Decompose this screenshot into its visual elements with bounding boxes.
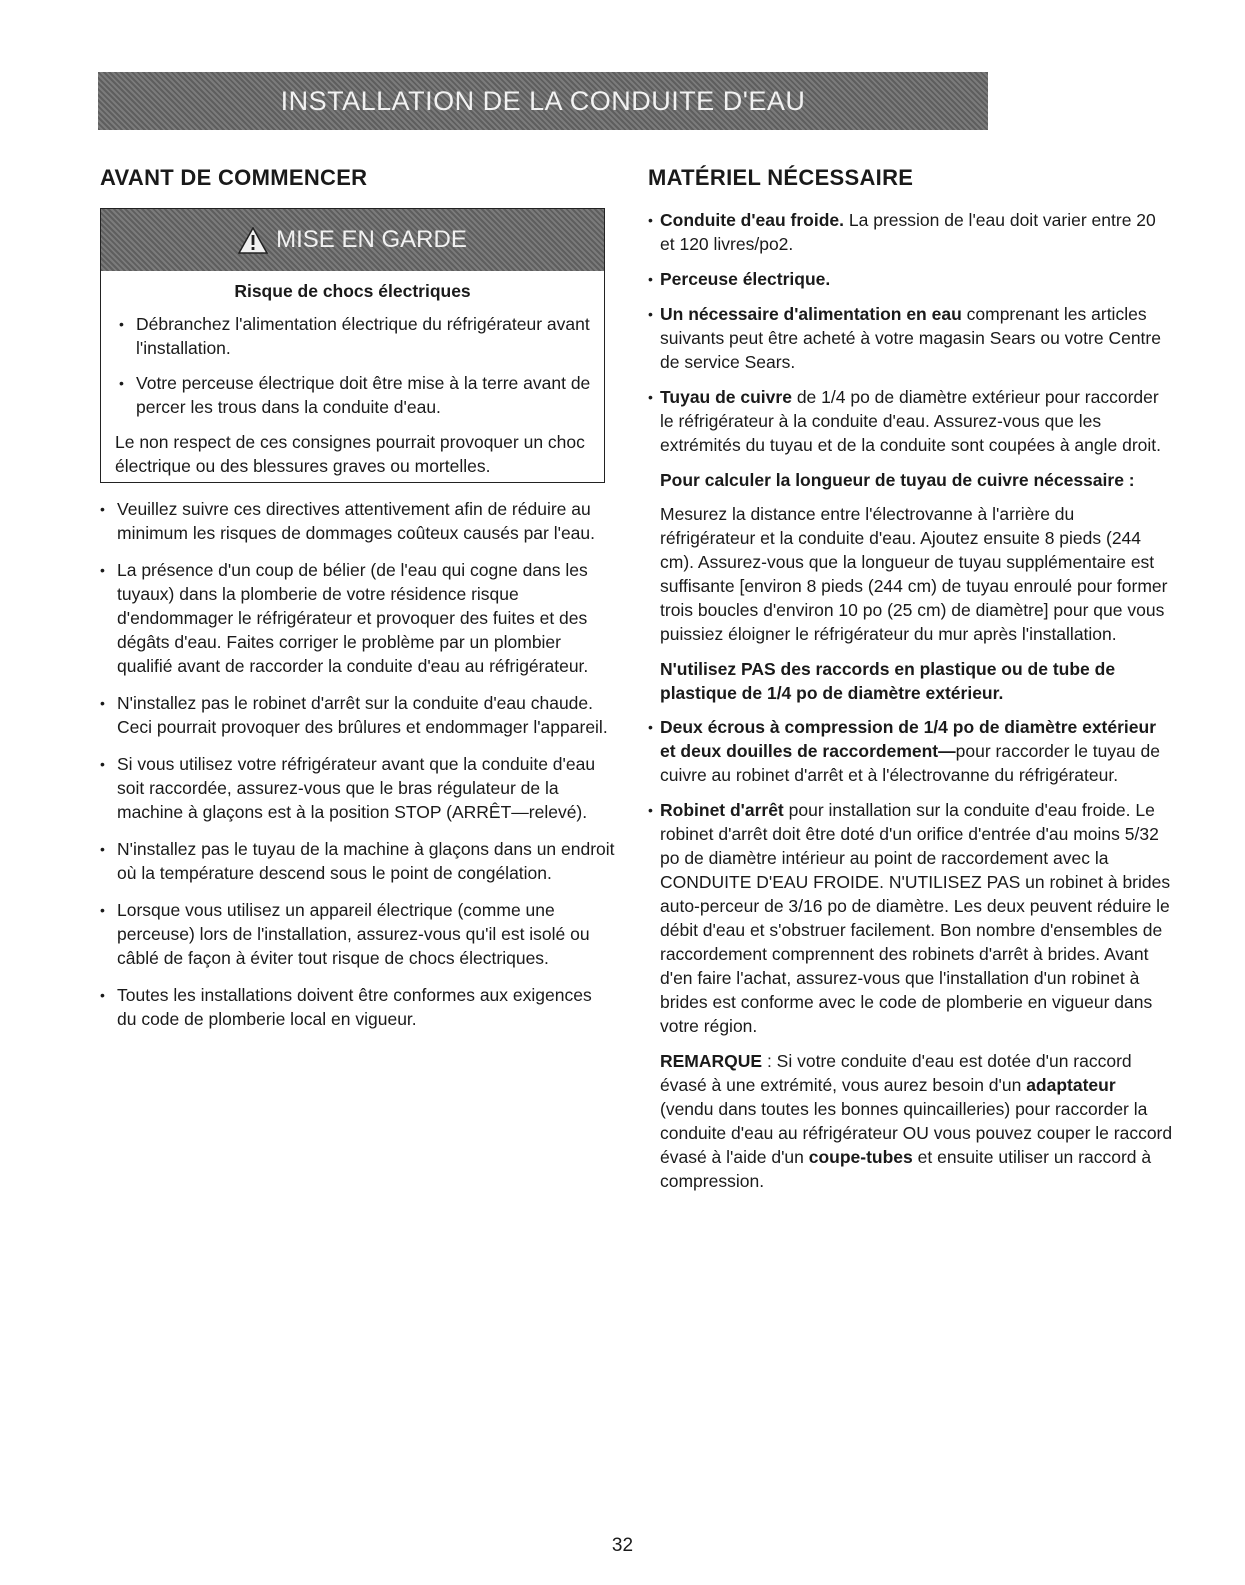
list-item — [648, 302, 1173, 374]
list-item — [648, 385, 1173, 457]
item-bold: Conduite d'eau froide. — [660, 210, 845, 230]
left-column — [100, 165, 615, 1044]
item-text: comprenant les articles suivants peut être acheté à votre magasin Sears ou votre Centre de service Sears. — [660, 304, 1161, 372]
warning-item: • Débranchez l'alimentation électrique du réfrigérateur avant l'installation. — [119, 312, 594, 360]
warning-header — [101, 209, 604, 271]
note-text: : Si votre conduite d'eau est dotée d'un raccord évasé à une extrémité, vous aurez besoin d'un — [660, 1051, 1132, 1095]
item-bold: Perceuse électrique. — [660, 269, 831, 289]
right-heading: MATÉRIEL NÉCESSAIRE — [648, 165, 914, 190]
warning-item: • Votre perceuse électrique doit être mise à la terre avant de percer les trous dans la conduite d'eau. — [119, 371, 594, 419]
item-text: pour installation sur la conduite d'eau froide. Le robinet d'arrêt doit être doté d'un orifice d'entrée d'au moins 5/32 po de diamètre intérieur au point de raccordement avec la CONDUITE D'EAU FROIDE. N'UTILISEZ PAS un robinet à brides auto-perceur de 3/16 po de diamètre. Les deux peuvent réduire le débit d'eau et s'obstruer facilement. Bon nombre d'ensembles de raccordement comprennent des robinets d'arrêt à brides. Avant d'en faire l'achat, assurez-vous que l'installation d'un robinet à brides est conforme avec le code de plomberie en vigueur dans votre région. — [660, 800, 1171, 1036]
note-text: (vendu dans toutes les bonnes quincailleries) pour raccorder la conduite d'eau au réfrigérateur OU vous pouvez couper le raccord évasé à l'aide d'un — [660, 1099, 1173, 1167]
note-text: et ensuite utiliser un raccord à compression. — [660, 1147, 1152, 1191]
warning-list — [101, 312, 604, 419]
list-item — [648, 798, 1173, 1038]
warning-body: Le non respect de ces consignes pourrait provoquer un choc électrique ou des blessures graves ou mortelles. — [115, 432, 585, 476]
banner-title: INSTALLATION DE LA CONDUITE D'EAU — [280, 85, 806, 116]
item-text: La pression de l'eau doit varier entre 20 et 120 livres/po2. — [660, 210, 1156, 254]
item-text: pour raccorder le tuyau de cuivre au robinet d'arrêt et à l'électrovanne du réfrigérateur. — [660, 741, 1160, 785]
list-item: • Lorsque vous utilisez un appareil électrique (comme une perceuse) lors de l'installation, assurez-vous qu'il est isolé ou câblé de façon à éviter tout risque de chocs électriques. — [100, 898, 615, 970]
item-text: de 1/4 po de diamètre extérieur pour raccorder le réfrigérateur à la conduite d'eau. Assurez-vous que les extrémités du tuyau et de la conduite sont coupées à angle droit. — [660, 387, 1162, 455]
note-label: REMARQUE — [660, 1051, 763, 1071]
left-heading: AVANT DE COMMENCER — [100, 165, 368, 190]
list-item: • La présence d'un coup de bélier (de l'eau qui cogne dans les tuyaux) dans la plomberie de votre résidence risque d'endommager le réfrigérateur et provoquer des fuites et des dégâts d'eau. Faites corriger le problème par un plombier qualifié avant de raccorder la conduite d'eau au réfrigérateur. — [100, 558, 615, 678]
right-column — [648, 165, 1173, 1204]
calc-text: Mesurez la distance entre l'électrovanne à l'arrière du réfrigérateur et la conduite d'eau. Ajoutez ensuite 8 pieds (244 cm). Assurez-vous que la longueur de tuyau supplémentaire est suffisante [environ 8 pieds (244 cm) de tuyau enroulé pour former trois boucles d'environ 10 po (25 cm) de diamètre] pour que vous puissiez éloigner le réfrigérateur du mur après l'installation. — [660, 504, 1168, 644]
warning-triangle-icon — [238, 227, 268, 254]
list-item: • Veuillez suivre ces directives attentivement afin de réduire au minimum les risques de dommages coûteux causés par l'eau. — [100, 497, 615, 545]
materials-list — [648, 208, 1173, 457]
list-item — [648, 267, 1173, 291]
note-bold: coupe-tubes — [808, 1147, 913, 1167]
note-paragraph — [660, 1049, 1173, 1193]
item-bold: Deux écrous à compression de 1/4 po de diamètre extérieur et deux douilles de raccordement— — [660, 717, 1157, 761]
list-item: • Toutes les installations doivent être conformes aux exigences du code de plomberie local en vigueur. — [100, 983, 615, 1031]
warning-subtitle: Risque de chocs électriques — [234, 281, 471, 301]
list-item — [648, 715, 1173, 787]
precautions-list — [100, 497, 615, 1031]
materials-list-2 — [648, 715, 1173, 1038]
page-number: 32 — [611, 1535, 634, 1556]
no-plastic-warning: N'utilisez PAS des raccords en plastique ou de tube de plastique de 1/4 po de diamètre extérieur. — [660, 659, 1116, 703]
title-banner — [98, 72, 988, 130]
item-bold: Robinet d'arrêt — [660, 800, 784, 820]
list-item — [648, 208, 1173, 256]
item-bold: Un nécessaire d'alimentation en eau — [660, 304, 962, 324]
list-item: • Si vous utilisez votre réfrigérateur avant que la conduite d'eau soit raccordée, assurez-vous que le bras régulateur de la machine à glaçons est à la position STOP (ARRÊT—relevé). — [100, 752, 615, 824]
list-item: • N'installez pas le tuyau de la machine à glaçons dans un endroit où la température descend sous le point de congélation. — [100, 837, 615, 885]
warning-title: MISE EN GARDE — [276, 226, 467, 253]
item-bold: Tuyau de cuivre — [660, 387, 792, 407]
warning-box — [100, 208, 605, 483]
list-item: • N'installez pas le robinet d'arrêt sur la conduite d'eau chaude. Ceci pourrait provoquer des brûlures et endommager l'appareil. — [100, 691, 615, 739]
note-bold: adaptateur — [1026, 1075, 1116, 1095]
calc-heading: Pour calculer la longueur de tuyau de cuivre nécessaire : — [660, 470, 1135, 490]
